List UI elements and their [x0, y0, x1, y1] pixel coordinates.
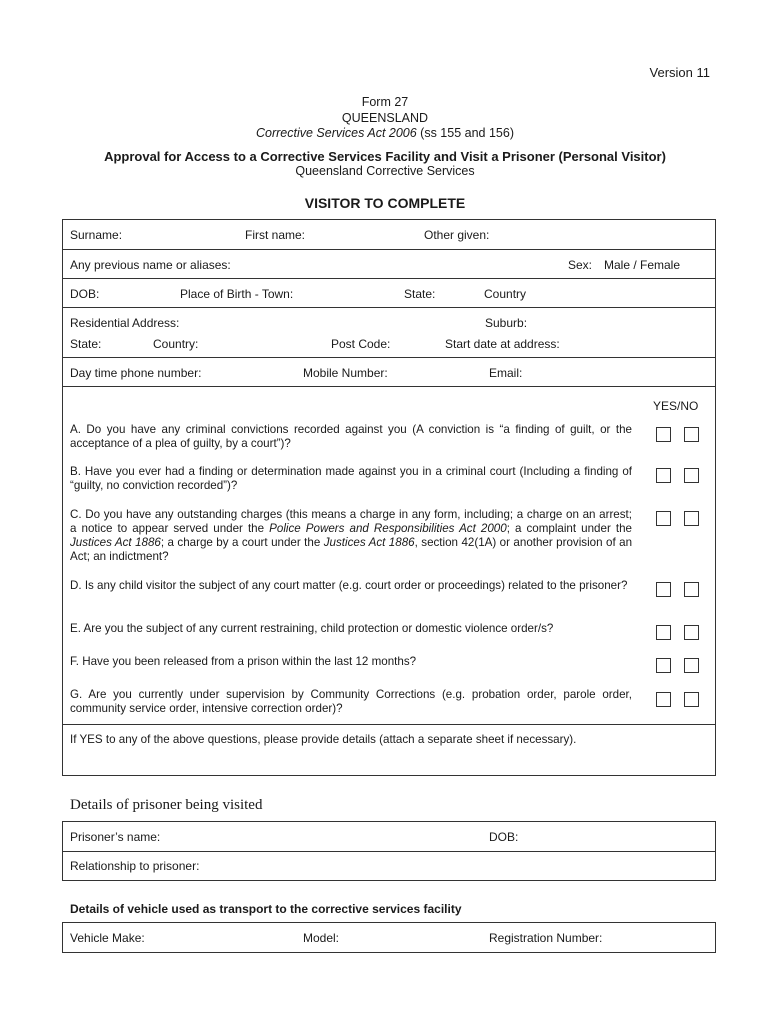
row-address	[63, 308, 715, 358]
dob-field[interactable]: DOB:	[70, 287, 100, 301]
question-f: F. Have you been released from a prison within the last 12 months?	[70, 655, 417, 668]
question-c	[70, 508, 632, 564]
row-aliases	[63, 250, 715, 279]
act-name: Corrective Services Act 2006	[255, 126, 417, 140]
question-g: G. Are you currently under supervision by Community Corrections (e.g. probation order, parole order, community service order, intensive correction order)?	[70, 688, 632, 715]
act-reference	[0, 126, 770, 140]
act-sections: (ss 155 and 156)	[416, 126, 514, 140]
version-label: Version 11	[649, 65, 710, 80]
residential-address-field[interactable]: Residential Address:	[70, 316, 180, 330]
sex-label: Sex:	[568, 258, 593, 272]
question-c-ppra: Police Powers and Responsibilities Act 2000	[269, 522, 507, 535]
vehicle-make-field[interactable]: Vehicle Make:	[70, 931, 145, 945]
place-of-birth-field[interactable]: Place of Birth - Town:	[180, 287, 294, 301]
question-c-justices-act-2: Justices Act 1886	[323, 536, 415, 549]
question-c-part4: , section 42(1A) or another provision of an Act; an indictment?	[70, 536, 633, 563]
question-a-no-checkbox[interactable]	[684, 427, 699, 442]
question-a-yes-checkbox[interactable]	[656, 427, 671, 442]
email-field[interactable]: Email:	[489, 366, 523, 380]
suburb-field[interactable]: Suburb:	[485, 316, 528, 330]
yes-no-header: YES/NO	[653, 399, 699, 413]
question-d: D. Is any child visitor the subject of any court matter (e.g. court order or proceedings) related to the prisoner?	[70, 579, 628, 592]
sex-options[interactable]: Male / Female	[604, 258, 681, 272]
details-field[interactable]: If YES to any of the above questions, please provide details (attach a separate sheet if necessary).	[70, 733, 577, 746]
question-g-no-checkbox[interactable]	[684, 692, 699, 707]
section-heading: VISITOR TO COMPLETE	[304, 195, 466, 211]
prisoner-section-title: Details of prisoner being visited	[70, 797, 263, 813]
question-c-part3: ; a charge by a court under the	[160, 536, 324, 549]
relationship-field[interactable]: Relationship to prisoner:	[70, 859, 200, 873]
address-state-field[interactable]: State:	[70, 337, 102, 351]
question-f-yes-checkbox[interactable]	[656, 658, 671, 673]
question-c-part1: C. Do you have any outstanding charges (this means a charge in any form, including; a charge on an arrest; a notice to appear served under the	[70, 508, 632, 535]
start-date-field[interactable]: Start date at address:	[445, 337, 560, 351]
prisoner-dob-field[interactable]: DOB:	[489, 830, 519, 844]
details-row	[63, 725, 715, 777]
mobile-field[interactable]: Mobile Number:	[303, 366, 388, 380]
other-given-field[interactable]: Other given:	[424, 228, 490, 242]
question-d-no-checkbox[interactable]	[684, 582, 699, 597]
agency-name: Queensland Corrective Services	[295, 164, 475, 178]
surname-field[interactable]: Surname:	[70, 228, 123, 242]
row-prisoner-name	[63, 822, 715, 852]
question-b-yes-checkbox[interactable]	[656, 468, 671, 483]
vehicle-model-field[interactable]: Model:	[303, 931, 340, 945]
question-c-justices-act-1: Justices Act 1886	[70, 536, 161, 549]
row-relationship	[63, 852, 715, 880]
question-c-yes-checkbox[interactable]	[656, 511, 671, 526]
visitor-details-box	[62, 219, 716, 776]
question-e: E. Are you the subject of any current restraining, child protection or domestic violence order/s?	[70, 622, 554, 635]
prisoner-details-box	[62, 821, 716, 881]
first-name-field[interactable]: First name:	[245, 228, 306, 242]
registration-number-field[interactable]: Registration Number:	[489, 931, 603, 945]
previous-names-field[interactable]: Any previous name or aliases:	[70, 258, 231, 272]
questions-section	[63, 387, 715, 725]
question-b-no-checkbox[interactable]	[684, 468, 699, 483]
question-a: A. Do you have any criminal convictions recorded against you (A conviction is “a finding of guilt, or the acceptance of a plea of guilty, by a court”)?	[70, 423, 632, 450]
prisoner-name-field[interactable]: Prisoner’s name:	[70, 830, 161, 844]
question-c-part2: ; a complaint under the	[506, 522, 632, 535]
question-g-yes-checkbox[interactable]	[656, 692, 671, 707]
question-c-no-checkbox[interactable]	[684, 511, 699, 526]
question-e-yes-checkbox[interactable]	[656, 625, 671, 640]
birth-country-field[interactable]: Country	[484, 287, 527, 301]
row-contact	[63, 358, 715, 387]
question-b: B. Have you ever had a finding or determination made against you in a criminal court (Including a finding of “guilty, no conviction recorded”)?	[70, 465, 632, 492]
post-code-field[interactable]: Post Code:	[331, 337, 391, 351]
address-country-field[interactable]: Country:	[153, 337, 199, 351]
question-e-no-checkbox[interactable]	[684, 625, 699, 640]
form-number: Form 27	[361, 95, 409, 109]
form-title: Approval for Access to a Corrective Services Facility and Visit a Prisoner (Personal Visitor)	[104, 149, 666, 164]
day-phone-field[interactable]: Day time phone number:	[70, 366, 202, 380]
question-d-yes-checkbox[interactable]	[656, 582, 671, 597]
state-name: QUEENSLAND	[341, 111, 429, 125]
question-f-no-checkbox[interactable]	[684, 658, 699, 673]
vehicle-details-box	[62, 922, 716, 953]
row-names	[63, 220, 715, 250]
row-birth	[63, 279, 715, 308]
birth-state-field[interactable]: State:	[404, 287, 436, 301]
vehicle-section-title: Details of vehicle used as transport to the corrective services facility	[70, 902, 462, 916]
row-vehicle	[63, 923, 715, 952]
